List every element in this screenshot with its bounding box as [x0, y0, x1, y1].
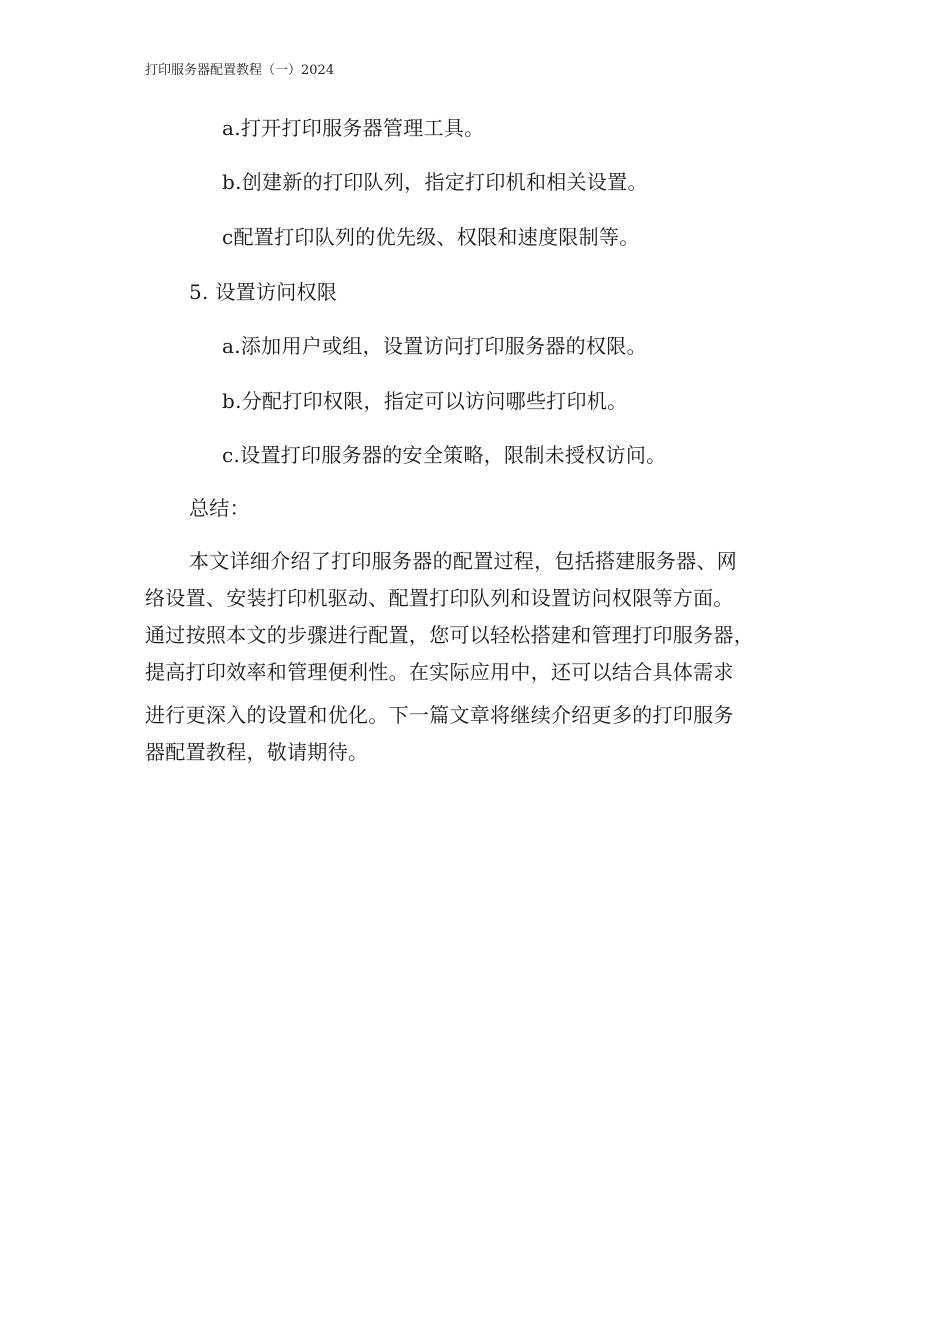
queue-step-a: a.打开打印服务器管理工具。 — [222, 116, 485, 140]
summary-paragraph-line-1: 本文详细介绍了打印服务器的配置过程，包括搭建服务器、网 — [189, 549, 738, 573]
access-step-c: c.设置打印服务器的安全策略，限制未授权访问。 — [222, 443, 667, 467]
summary-paragraph-line-5: 进行更深入的设置和优化。下一篇文章将继续介绍更多的打印服务 — [145, 703, 734, 727]
summary-paragraph-line-4: 提高打印效率和管理便利性。在实际应用中，还可以结合具体需求 — [145, 660, 734, 684]
access-step-a: a.添加用户或组，设置访问打印服务器的权限。 — [222, 334, 647, 358]
access-step-b: b.分配打印权限，指定可以访问哪些打印机。 — [222, 389, 628, 413]
summary-paragraph-line-3: 通过按照本文的步骤进行配置，您可以轻松搭建和管理打印服务器， — [145, 623, 754, 647]
queue-step-c: c配置打印队列的优先级、权限和速度限制等。 — [222, 225, 640, 249]
summary-paragraph-line-6: 器配置教程，敬请期待。 — [145, 740, 369, 764]
queue-step-b: b.创建新的打印队列，指定打印机和相关设置。 — [222, 170, 648, 194]
section-heading-access-permissions: 5. 设置访问权限 — [189, 280, 338, 304]
summary-paragraph-line-2: 络设置、安装打印机驱动、配置打印队列和设置访问权限等方面。 — [145, 586, 734, 610]
running-header-title: 打印服务器配置教程（一）2024 — [145, 63, 335, 78]
summary-heading: 总结： — [189, 496, 250, 520]
